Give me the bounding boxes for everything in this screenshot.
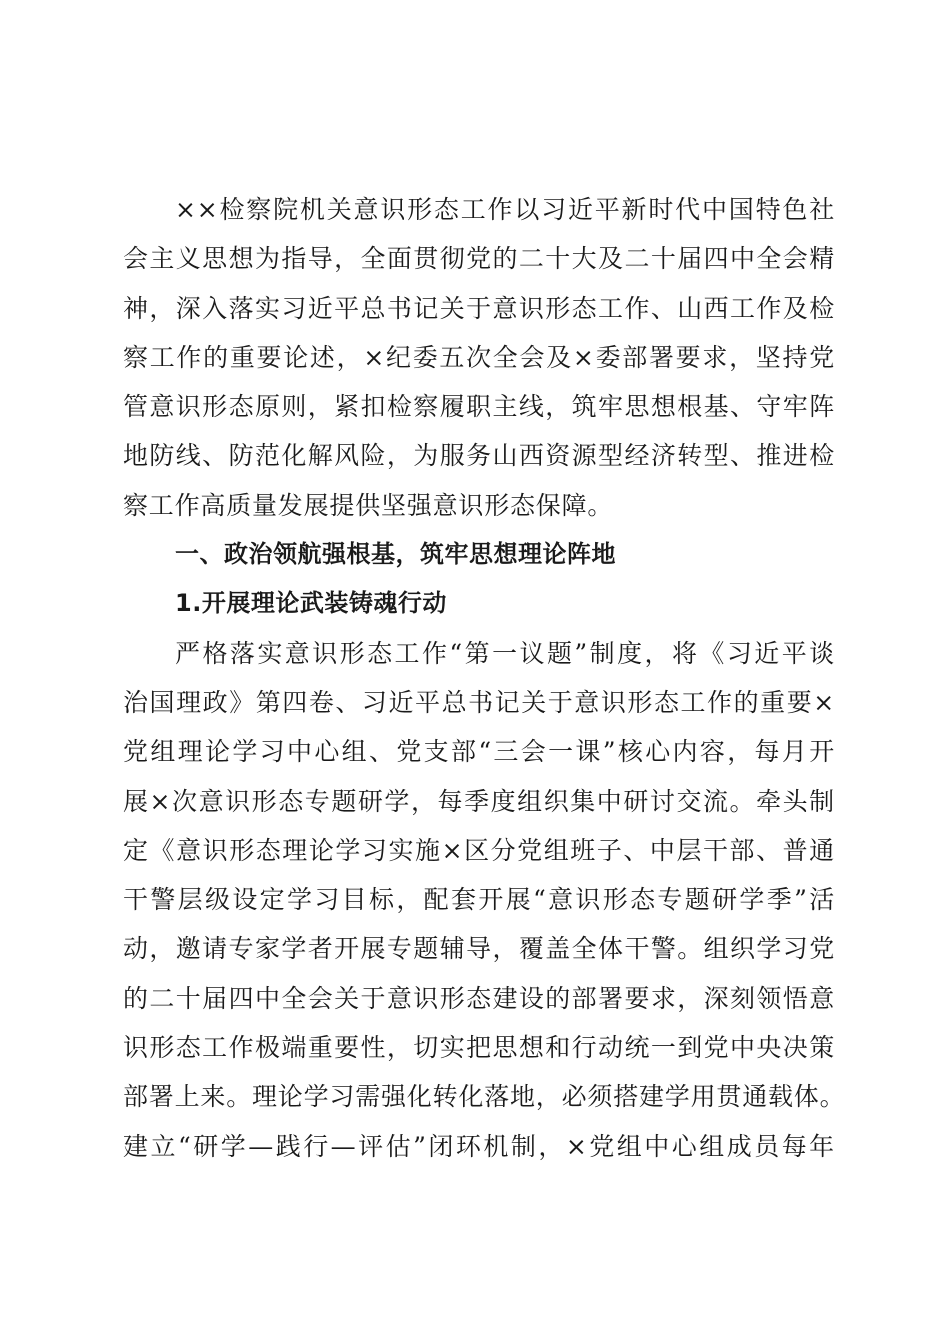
intro-line-5: 管意识形态原则，紧扣检察履职主线，筑牢思想根基、守牢阵 (123, 392, 835, 422)
body-line-1: 严格落实意识形态工作“第一议题”制度，将《习近平谈 (175, 638, 835, 668)
intro-line-2: 会主义思想为指导，全面贯彻党的二十大及二十届四中全会精 (123, 244, 835, 274)
body-line-9: 识形态工作极端重要性，切实把思想和行动统一到党中央决策 (123, 1033, 835, 1063)
body-line-3: 党组理论学习中心组、党支部“三会一课”核心内容，每月开 (123, 737, 835, 767)
subsection-heading: 1.开展理论武装铸魂行动 (175, 589, 447, 618)
body-line-7: 动，邀请专家学者开展专题辅导，覆盖全体干警。组织学习党 (123, 934, 835, 964)
intro-line-1: ××检察院机关意识形态工作以习近平新时代中国特色社 (175, 195, 835, 224)
body-line-11: 建立“研学—践行—评估”闭环机制，×党组中心组成员每年 (123, 1131, 835, 1161)
body-line-8: 的二十届四中全会关于意识形态建设的部署要求，深刻领悟意 (123, 983, 835, 1013)
subsection-body-paragraph (123, 629, 846, 1171)
body-line-4: 展×次意识形态专题研学，每季度组织集中研讨交流。牵头制 (123, 786, 835, 816)
body-line-10: 部署上来。理论学习需强化转化落地，必须搭建学用贯通载体。 (123, 1082, 846, 1112)
intro-line-7: 察工作高质量发展提供坚强意识形态保障。 (123, 490, 614, 520)
body-line-5: 定《意识形态理论学习实施×区分党组班子、中层干部、普通 (123, 835, 835, 865)
intro-paragraph (123, 185, 835, 530)
body-line-6: 干警层级设定学习目标，配套开展“意识形态专题研学季”活 (123, 885, 835, 915)
intro-line-3: 神，深入落实习近平总书记关于意识形态工作、山西工作及检 (123, 293, 835, 323)
intro-line-6: 地防线、防范化解风险，为服务山西资源型经济转型、推进检 (123, 441, 835, 471)
document-body (123, 185, 846, 1171)
body-line-2: 治国理政》第四卷、习近平总书记关于意识形态工作的重要× (123, 687, 835, 717)
intro-line-4: 察工作的重要论述，×纪委五次全会及×委部署要求，坚持党 (123, 342, 835, 372)
section-heading: 一、政治领航强根基，筑牢思想理论阵地 (175, 540, 616, 569)
